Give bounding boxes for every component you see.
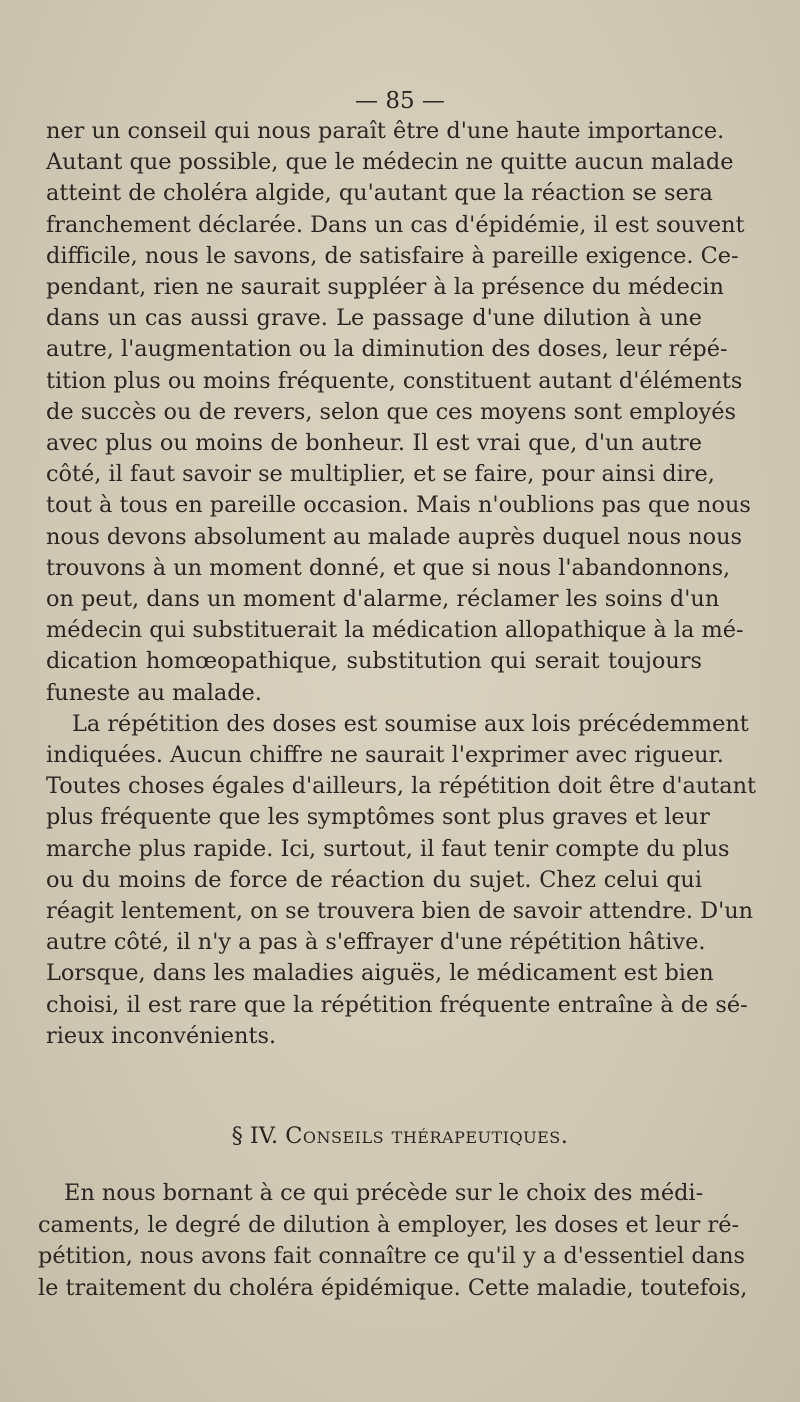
text-line: Autant que possible, que le médecin ne quitte aucun malade bbox=[46, 149, 734, 176]
page-number: — 85 — bbox=[355, 88, 445, 114]
text-line: avec plus ou moins de bonheur. Il est vrai que, d'un autre bbox=[46, 430, 702, 457]
section-number: § IV. bbox=[231, 1123, 279, 1149]
body-text bbox=[46, 116, 757, 1052]
body-text-continued bbox=[38, 1178, 748, 1304]
text-line: plus fréquente que les symptômes sont plus graves et leur bbox=[46, 804, 710, 831]
text-line: difficile, nous le savons, de satisfaire à pareille exigence. Ce- bbox=[46, 242, 739, 269]
text-line: le traitement du choléra épidémique. Cette maladie, toutefois, bbox=[38, 1274, 748, 1301]
text-line: on peut, dans un moment d'alarme, réclamer les soins d'un bbox=[46, 586, 720, 613]
text-line: tout à tous en pareille occasion. Mais n'oublions pas que nous bbox=[46, 492, 751, 519]
section-title: Conseils thérapeutiques. bbox=[285, 1123, 569, 1149]
text-line: pendant, rien ne saurait suppléer à la présence du médecin bbox=[46, 274, 724, 301]
text-line: dans un cas aussi grave. Le passage d'une dilution à une bbox=[46, 305, 702, 332]
text-line: tition plus ou moins fréquente, constituent autant d'éléments bbox=[46, 367, 743, 394]
text-line: ou du moins de force de réaction du sujet. Chez celui qui bbox=[46, 866, 702, 893]
text-line: Toutes choses égales d'ailleurs, la répétition doit être d'autant bbox=[46, 773, 757, 800]
text-line: médecin qui substituerait la médication allopathique à la mé- bbox=[46, 617, 744, 644]
text-line: de succès ou de revers, selon que ces moyens sont employés bbox=[46, 398, 736, 425]
text-line: La répétition des doses est soumise aux lois précédemment bbox=[72, 710, 749, 737]
text-line: autre côté, il n'y a pas à s'effrayer d'une répétition hâtive. bbox=[46, 929, 706, 956]
text-line: atteint de choléra algide, qu'autant que la réaction se sera bbox=[46, 180, 713, 207]
text-line: pétition, nous avons fait connaître ce qu'il y a d'essentiel dans bbox=[38, 1243, 745, 1270]
text-line: rieux inconvénients. bbox=[46, 1022, 277, 1049]
text-line: autre, l'augmentation ou la diminution des doses, leur répé- bbox=[46, 336, 728, 363]
text-line: réagit lentement, on se trouvera bien de savoir attendre. D'un bbox=[46, 898, 754, 925]
text-line: côté, il faut savoir se multiplier, et se faire, pour ainsi dire, bbox=[46, 461, 715, 488]
section-heading bbox=[0, 1120, 800, 1152]
text-line: dication homœopathique, substitution qui serait toujours bbox=[46, 648, 702, 675]
text-line: En nous bornant à ce qui précède sur le choix des médi- bbox=[64, 1180, 704, 1206]
text-line: Lorsque, dans les maladies aiguës, le médicament est bien bbox=[46, 960, 714, 987]
text-line: choisi, il est rare que la répétition fréquente entraîne à de sé- bbox=[46, 991, 748, 1018]
text-line: franchement déclarée. Dans un cas d'épidémie, il est souvent bbox=[46, 211, 745, 238]
text-line: ner un conseil qui nous paraît être d'une haute importance. bbox=[46, 118, 725, 144]
text-line: caments, le degré de dilution à employer, les doses et leur ré- bbox=[38, 1211, 740, 1238]
text-line: nous devons absolument au malade auprès duquel nous nous bbox=[46, 523, 743, 550]
text-line: indiquées. Aucun chiffre ne saurait l'exprimer avec rigueur. bbox=[46, 742, 724, 769]
text-line: funeste au malade. bbox=[46, 679, 262, 706]
text-line: marche plus rapide. Ici, surtout, il faut tenir compte du plus bbox=[46, 835, 730, 862]
text-line: trouvons à un moment donné, et que si nous l'abandonnons, bbox=[46, 554, 731, 581]
